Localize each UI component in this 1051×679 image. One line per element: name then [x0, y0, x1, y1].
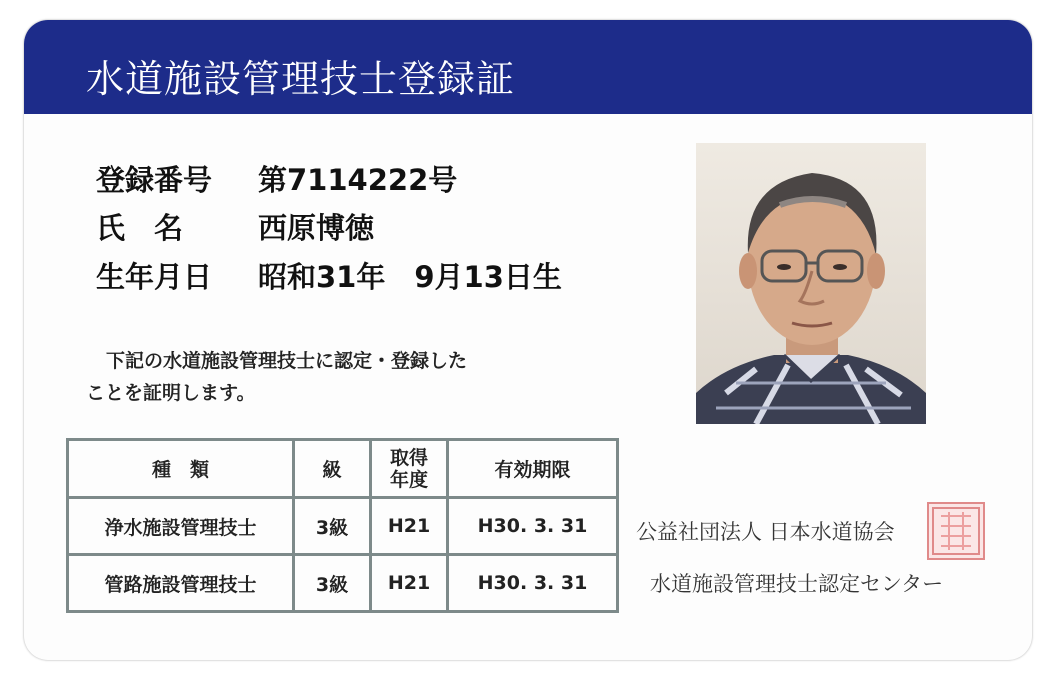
- row-type: 浄水施設管理技士: [68, 498, 294, 555]
- header-year-bottom: 年度: [389, 468, 428, 491]
- id-photo: [696, 143, 926, 424]
- table-row: [68, 555, 618, 612]
- row-grade: 3級: [294, 498, 371, 555]
- issuer-center: 水道施設管理技士認定センター: [650, 572, 944, 596]
- statement-line-2: ことを証明します。: [86, 382, 256, 404]
- registration-card: [24, 20, 1032, 660]
- registration-number-value: 第7114222号: [258, 163, 458, 197]
- title-bar: [24, 20, 1032, 114]
- header-year: [371, 440, 448, 498]
- name-label: 氏 名: [96, 211, 184, 245]
- row-year: H21: [371, 555, 448, 612]
- header-type: 種 類: [68, 440, 294, 498]
- header-expiry: 有効期限: [448, 440, 618, 498]
- header-year-top: 取得: [389, 446, 428, 469]
- row-expiry: H30. 3. 31: [448, 555, 618, 612]
- table-row: [68, 498, 618, 555]
- issuer-organization: 公益社団法人 日本水道協会: [636, 520, 895, 544]
- card-title: 水道施設管理技士登録証: [86, 57, 516, 101]
- name-value: 西原博徳: [258, 211, 375, 245]
- red-seal-stamp: [927, 502, 985, 560]
- birthdate-value: 昭和31年 9月13日生: [258, 260, 562, 294]
- registration-number-label: 登録番号: [96, 163, 213, 197]
- registration-number-row: [96, 158, 457, 199]
- name-row: [96, 206, 374, 247]
- birthdate-label: 生年月日: [96, 260, 213, 294]
- table-header-row: [68, 440, 618, 498]
- qualification-table: [66, 438, 619, 613]
- certification-statement: [86, 345, 586, 409]
- row-grade: 3級: [294, 555, 371, 612]
- birthdate-row: [96, 255, 562, 296]
- statement-line-1: 下記の水道施設管理技士に認定・登録した: [106, 350, 468, 372]
- row-year: H21: [371, 498, 448, 555]
- row-type: 管路施設管理技士: [68, 555, 294, 612]
- row-expiry: H30. 3. 31: [448, 498, 618, 555]
- header-grade: 級: [294, 440, 371, 498]
